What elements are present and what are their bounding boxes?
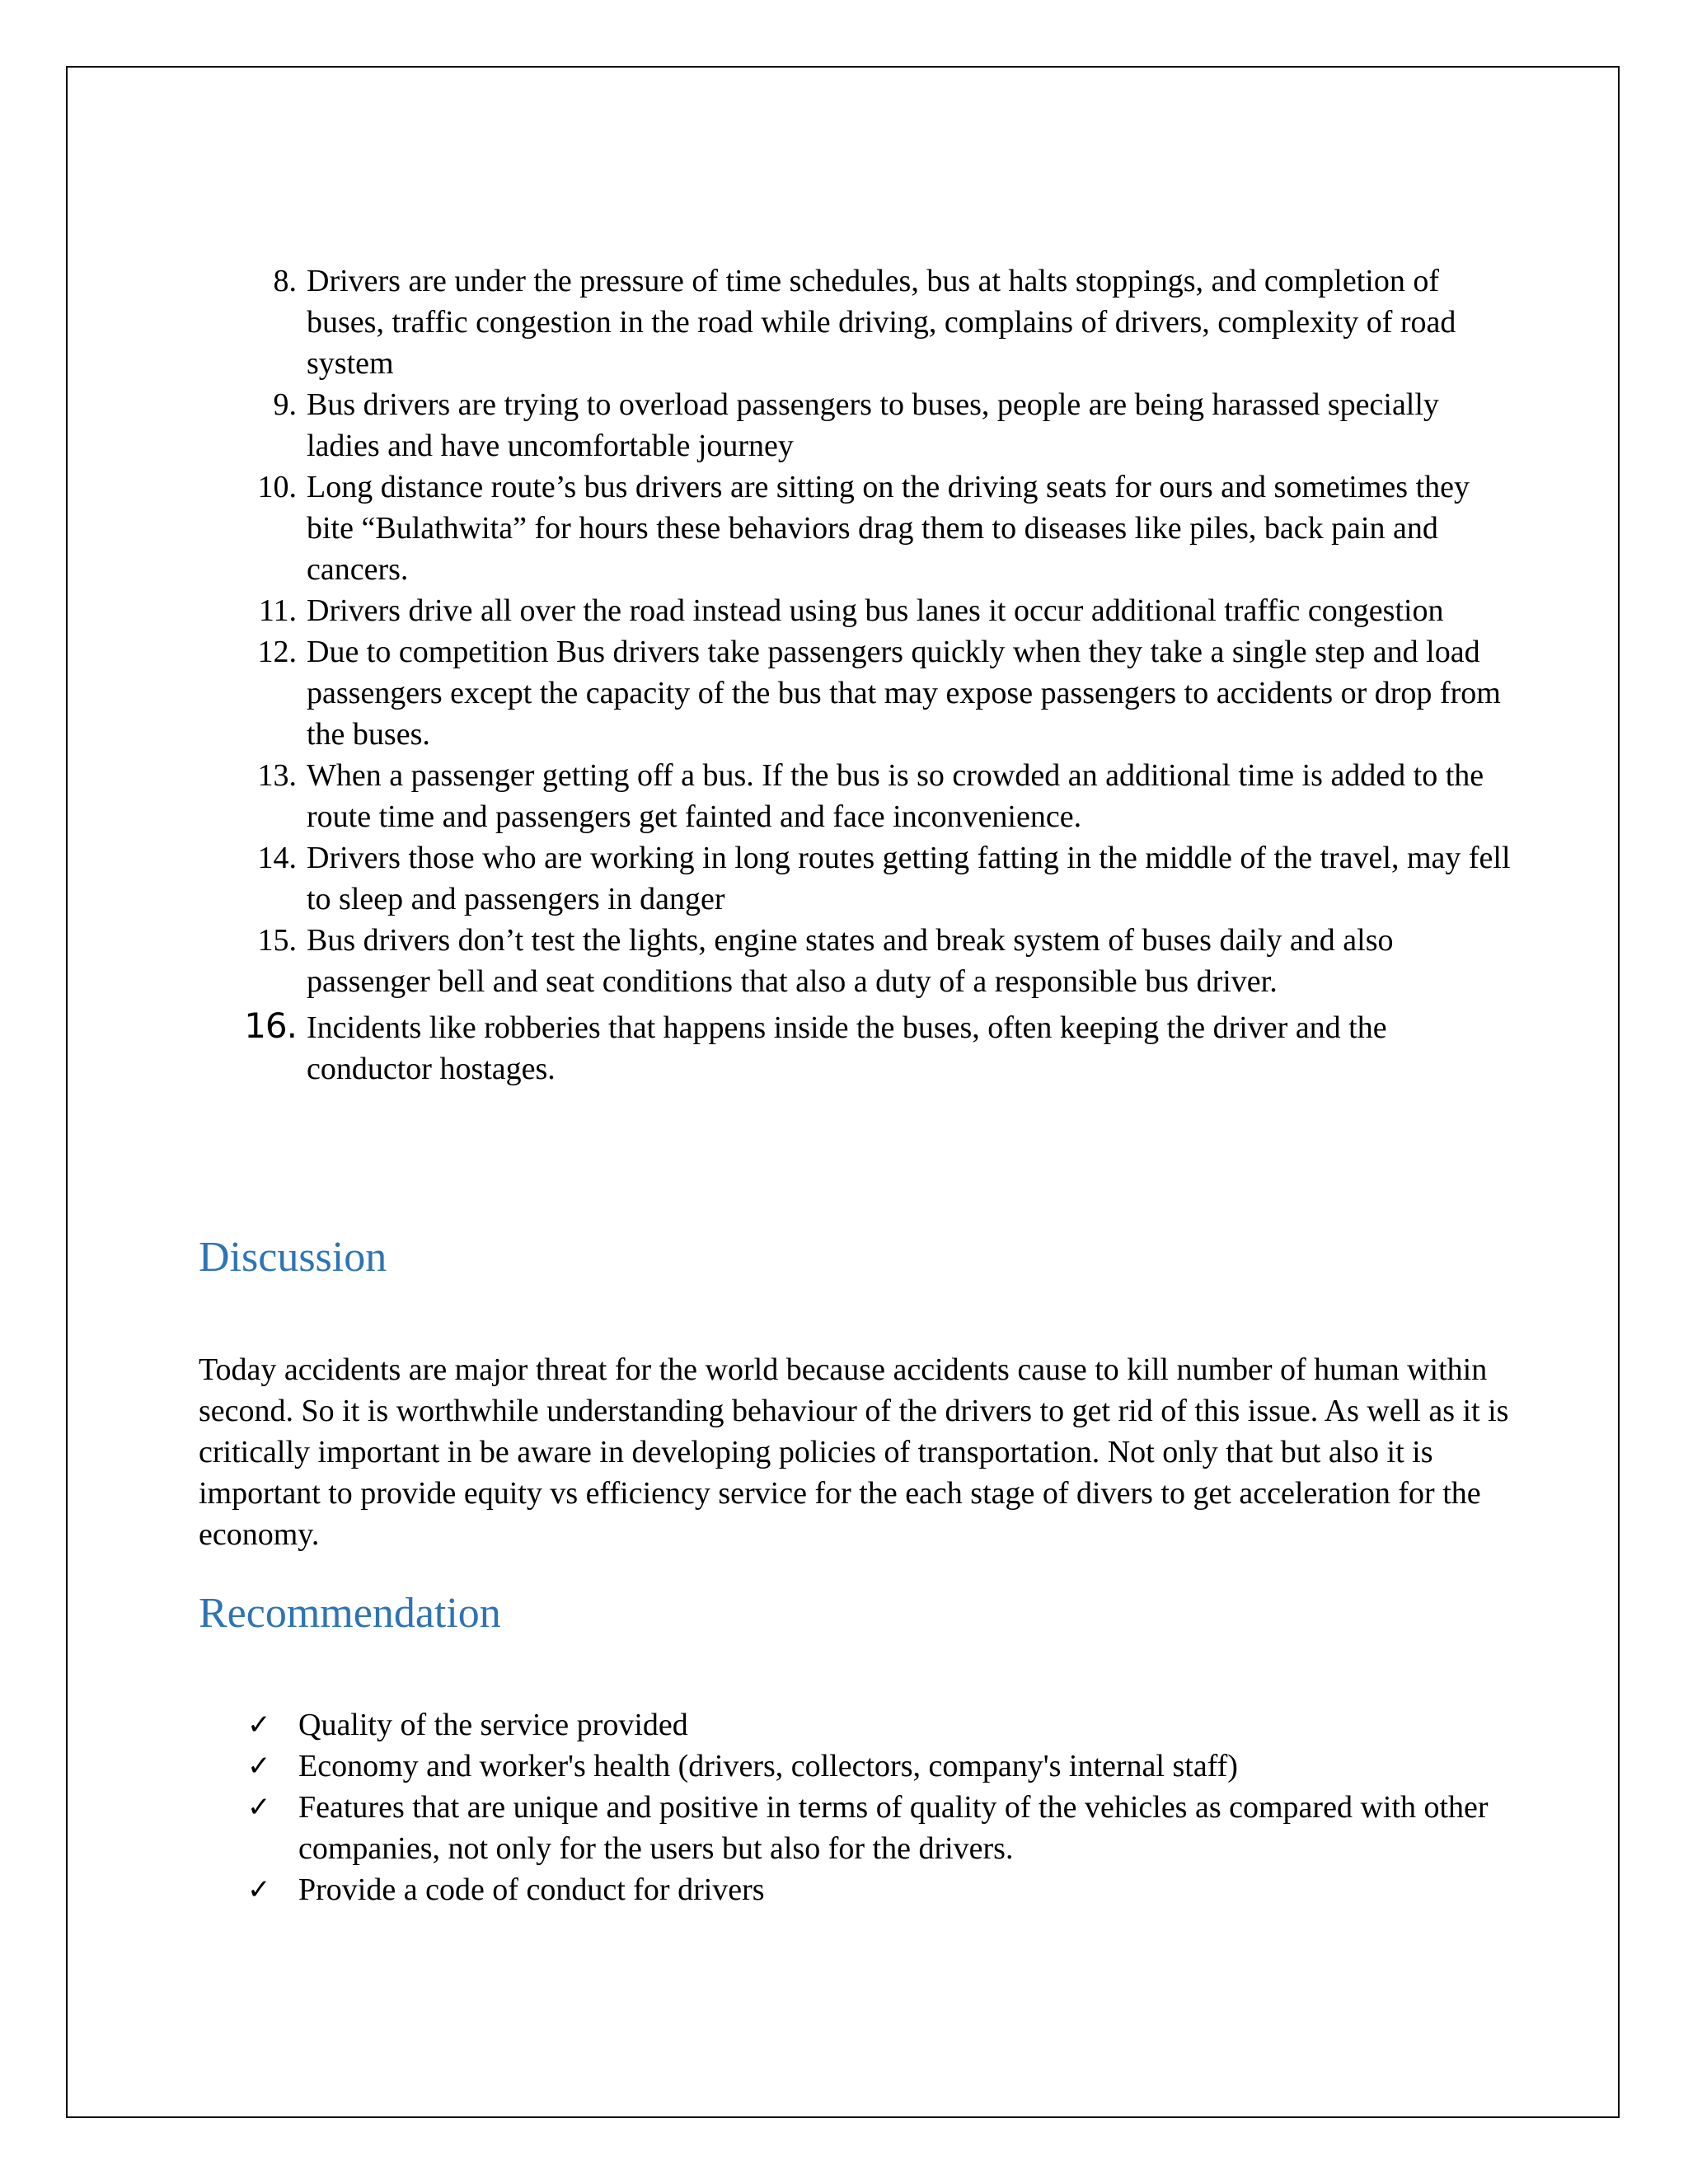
- recommendation-item-text: Quality of the service provided: [298, 1708, 688, 1742]
- list-item: [198, 384, 1517, 466]
- recommendation-list: [247, 1704, 1533, 1910]
- list-item: [198, 1002, 1517, 1090]
- problems-numbered-list: [198, 260, 1517, 1090]
- list-item: [198, 755, 1517, 837]
- list-item-number: 13.: [257, 758, 297, 793]
- list-item: [247, 1787, 1533, 1869]
- checkmark-icon: ✓: [247, 1791, 271, 1824]
- list-item-text: Drivers those who are working in long routes getting fatting in the middle of the travel, may fell to sleep and passengers in danger: [307, 841, 1511, 916]
- list-item-text: Due to competition Bus drivers take passengers quickly when they take a single step and load passengers except the capacity of the bus that may expose passengers to accidents or drop from the buses.: [307, 635, 1501, 752]
- discussion-paragraph: Today accidents are major threat for the world because accidents cause to kill number of human within second. So it is worthwhile understanding behaviour of the drivers to get rid of this issue. As well as it is critically important in be aware in developing policies of transportation. Not only that but also it is important to provide equity vs efficiency service for the each stage of divers to get acceleration for the economy.: [199, 1352, 1509, 1552]
- recommendation-item-text: Economy and worker's health (drivers, collectors, company's internal staff): [298, 1749, 1238, 1783]
- list-item-number: 15.: [257, 923, 297, 958]
- list-item-number: 14.: [257, 841, 297, 875]
- list-item: [198, 590, 1517, 631]
- recommendation-heading: Recommendation: [199, 1590, 501, 1637]
- list-item: [198, 260, 1517, 384]
- list-item-text: When a passenger getting off a bus. If the bus is so crowded an additional time is added to the route time and passengers get fainted and face inconvenience.: [307, 758, 1484, 834]
- recommendation-item-text: Features that are unique and positive in terms of quality of the vehicles as compared with other companies, not only for the users but also for the drivers.: [298, 1790, 1489, 1866]
- checkmark-icon: ✓: [247, 1873, 271, 1906]
- checkmark-icon: ✓: [247, 1708, 271, 1741]
- list-item: [198, 466, 1517, 590]
- list-item: [198, 631, 1517, 755]
- list-item-number: 8.: [273, 264, 297, 298]
- recommendation-item-text: Provide a code of conduct for drivers: [298, 1872, 765, 1907]
- list-item-text: Drivers drive all over the road instead using bus lanes it occur additional traffic congestion: [307, 593, 1444, 628]
- list-item: [198, 920, 1517, 1002]
- list-item: [247, 1746, 1533, 1787]
- list-item-number: 12.: [257, 635, 297, 669]
- list-item: [247, 1869, 1533, 1910]
- list-item-text: Bus drivers don’t test the lights, engine states and break system of buses daily and also passenger bell and seat conditions that also a duty of a responsible bus driver.: [307, 923, 1394, 999]
- checkmark-icon: ✓: [247, 1750, 271, 1783]
- list-item-number: 9.: [273, 387, 297, 422]
- list-item-text: Drivers are under the pressure of time schedules, bus at halts stoppings, and completion of buses, traffic congestion in the road while driving, complains of drivers, complexity of road system: [307, 264, 1456, 381]
- list-item-number: 16.: [244, 1005, 297, 1046]
- list-item-number: 11.: [258, 593, 297, 628]
- list-item: [198, 837, 1517, 920]
- list-item-text: Long distance route’s bus drivers are sitting on the driving seats for ours and sometimes they bite “Bulathwita” for hours these behaviors drag them to diseases like piles, back pain and cancers.: [307, 470, 1470, 587]
- discussion-heading: Discussion: [199, 1234, 387, 1281]
- list-item: [247, 1704, 1533, 1746]
- list-item-text: Bus drivers are trying to overload passengers to buses, people are being harassed specially ladies and have uncomfortable journey: [307, 387, 1439, 463]
- list-item-text: Incidents like robberies that happens inside the buses, often keeping the driver and the conductor hostages.: [307, 1010, 1387, 1086]
- list-item-number: 10.: [257, 470, 297, 504]
